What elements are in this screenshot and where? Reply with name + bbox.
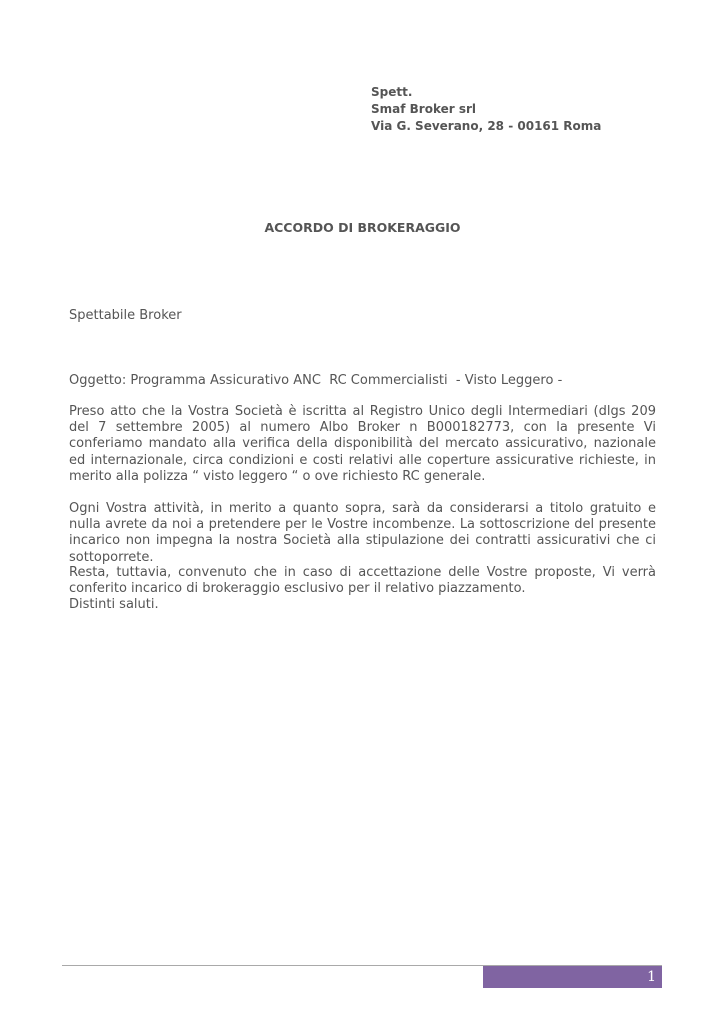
body-paragraph-1: Preso atto che la Vostra Società è iscritta al Registro Unico degli Intermediari (dlgs 209 del 7 settembre 2005) al numero Albo Broker n B000182773, con la presente Vi conferiamo mandato alla verifica della disponibilità del mercato assicurativo, nazionale ed internazionale, circa condizioni e costi relativi alle coperture assicurative richieste, in merito alla polizza “ visto leggero “ o ove richiesto RC generale. bbox=[69, 404, 656, 484]
document-title: ACCORDO DI BROKERAGGIO bbox=[264, 220, 461, 235]
body-paragraph-2: Ogni Vostra attività, in merito a quanto sopra, sarà da considerarsi a titolo gratuito e nulla avrete da noi a pretendere per le Vostre incombenze. La sottoscrizione del presente incarico non impegna la nostra Società alla stipulazione dei contratti assicurativi che ci sottoporrete. bbox=[69, 501, 656, 565]
page-number-box bbox=[483, 966, 662, 988]
subject-line: Oggetto: Programma Assicurativo ANC RC Commercialisti - Visto Leggero - bbox=[69, 373, 563, 388]
recipient-salutation: Spett. bbox=[371, 85, 413, 99]
recipient-street: Via G. Severano, 28 - 00161 Roma bbox=[371, 119, 602, 133]
greeting: Spettabile Broker bbox=[69, 308, 182, 323]
body-paragraph-3: Resta, tuttavia, convenuto che in caso di accettazione delle Vostre proposte, Vi verrà conferito incarico di brokeraggio esclusivo per il relativo piazzamento. bbox=[69, 565, 656, 597]
closing-salutation: Distinti saluti. bbox=[69, 597, 159, 612]
page-number: 1 bbox=[647, 969, 656, 985]
recipient-address bbox=[371, 84, 701, 135]
recipient-company: Smaf Broker srl bbox=[371, 102, 477, 116]
